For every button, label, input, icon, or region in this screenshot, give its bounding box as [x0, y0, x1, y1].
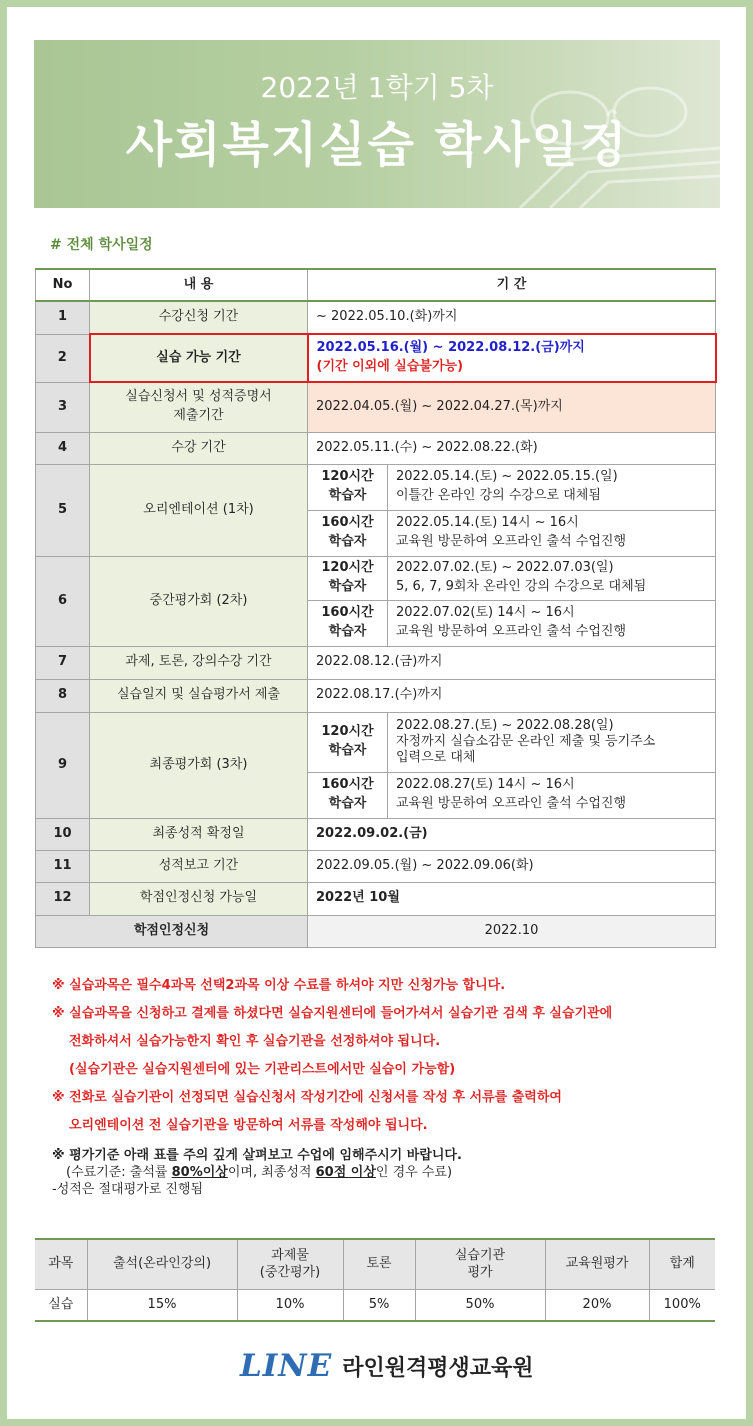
sub-period-line: 교육원 방문하여 오프라인 출석 수업진행	[396, 534, 627, 549]
row-number: 4	[36, 432, 90, 464]
header-banner	[34, 40, 720, 208]
credit-application-label: 학점인정신청	[36, 915, 308, 947]
table-row	[36, 382, 716, 432]
table-row	[36, 712, 716, 772]
row-period: ~ 2022.05.10.(화)까지	[308, 301, 716, 334]
row-number: 1	[36, 301, 90, 334]
section-title: # 전체 학사일정	[50, 237, 153, 253]
label-line: 160시간	[321, 777, 374, 793]
grade-header: 토론	[343, 1239, 415, 1289]
grade-header: 교육원평가	[545, 1239, 649, 1289]
table-row	[36, 432, 716, 464]
item-line: 제출기간	[173, 408, 224, 424]
sub-period-line: 2022.08.27(토) 14시 ~ 16시	[396, 777, 575, 793]
label-line: 학습자	[328, 796, 367, 811]
row-period: 2022.04.05.(월) ~ 2022.04.27.(목)까지	[308, 382, 716, 432]
criteria-heading: ※ 평가기준 아래 표를 주의 깊게 살펴보고 수업에 임해주시기 바랍니다.	[52, 1148, 462, 1163]
sub-period-line: 이틀간 온라인 강의 수강으로 대체됨	[396, 488, 601, 503]
criteria-text: 이며, 최종성적	[227, 1165, 316, 1180]
label-line: 120시간	[321, 560, 374, 576]
grade-header: 출석(온라인강의)	[87, 1239, 237, 1289]
table-header-row	[36, 269, 716, 301]
grade-value-row	[35, 1289, 715, 1321]
note-line: 오리엔테이션 전 실습기관을 방문하여 서류를 작성해야 됩니다.	[69, 1118, 428, 1133]
evaluation-criteria	[52, 1147, 722, 1198]
sub-period	[388, 712, 716, 772]
row-period: 2022.05.11.(수) ~ 2022.08.22.(화)	[308, 432, 716, 464]
row-number: 3	[36, 382, 90, 432]
sub-period-line: 교육원 방문하여 오프라인 출석 수업진행	[396, 796, 627, 811]
sub-period	[388, 600, 716, 646]
grade-header-row	[35, 1239, 715, 1289]
row-item: 실습일지 및 실습평가서 제출	[90, 679, 308, 712]
grade-value: 20%	[545, 1289, 649, 1321]
label-line: 120시간	[321, 469, 374, 485]
row-number: 5	[36, 464, 90, 556]
sub-period-line: 2022.08.27.(토) ~ 2022.08.28(일)	[396, 717, 614, 733]
row-item: 실습 가능 기간	[90, 334, 308, 382]
table-row	[36, 679, 716, 712]
label-line: 학습자	[328, 579, 367, 594]
row-item: 최종평가회 (3차)	[90, 712, 308, 818]
criteria-absolute: -성적은 절대평가로 진행됨	[52, 1182, 204, 1197]
sub-period	[388, 510, 716, 556]
learner-group-label	[308, 600, 388, 646]
grade-value: 5%	[343, 1289, 415, 1321]
row-period: 2022.08.12.(금)까지	[308, 646, 716, 679]
label-line: 학습자	[328, 534, 367, 549]
row-period: 2022.08.17.(수)까지	[308, 679, 716, 712]
table-row	[36, 882, 716, 915]
row-period: 2022.09.02.(금)	[308, 818, 716, 850]
row-item: 수강신청 기간	[90, 301, 308, 334]
score-threshold: 60점 이상	[315, 1165, 376, 1180]
row-item: 성적보고 기간	[90, 850, 308, 882]
row-number: 8	[36, 679, 90, 712]
label-line: 160시간	[321, 605, 374, 621]
label-line: 120시간	[321, 724, 374, 740]
header-item: 내 용	[90, 269, 308, 301]
note-line: ※ 실습과목은 필수4과목 선택2과목 이상 수료를 하셔야 지만 신청가능 합니다.	[52, 978, 506, 993]
table-row	[36, 646, 716, 679]
header-title: 사회복지실습 학사일정	[125, 117, 629, 173]
header-period: 기 간	[308, 269, 716, 301]
criteria-text: 인 경우 수료)	[375, 1165, 453, 1180]
table-row	[36, 850, 716, 882]
row-period: 2022.09.05.(월) ~ 2022.09.06(화)	[308, 850, 716, 882]
row-number: 7	[36, 646, 90, 679]
row-number: 6	[36, 556, 90, 646]
row-item: 학점인정신청 가능일	[90, 882, 308, 915]
row-number: 10	[36, 818, 90, 850]
row-item: 과제, 토론, 강의수강 기간	[90, 646, 308, 679]
credit-application-period: 2022.10	[308, 915, 716, 947]
sub-period-line: 교육원 방문하여 오프라인 출석 수업진행	[396, 624, 627, 639]
grade-value: 100%	[649, 1289, 715, 1321]
row-item	[90, 382, 308, 432]
sub-period-line: 2022.07.02(토) 14시 ~ 16시	[396, 605, 575, 621]
sub-period-line: 2022.05.14.(토) ~ 2022.05.15.(일)	[396, 469, 618, 485]
period-line: 2022.05.16.(월) ~ 2022.08.12.(금)까지	[316, 340, 585, 356]
row-item: 수강 기간	[90, 432, 308, 464]
learner-group-label	[308, 712, 388, 772]
criteria-text: (수료기준: 출석률	[66, 1165, 172, 1180]
row-number: 2	[36, 334, 90, 382]
grade-value: 50%	[415, 1289, 545, 1321]
grade-header: 합계	[649, 1239, 715, 1289]
row-number: 12	[36, 882, 90, 915]
period-note: (기간 이외에 실습불가능)	[316, 359, 464, 374]
criteria-detail	[52, 1164, 722, 1181]
header-subtitle: 2022년 1학기 5차	[260, 71, 494, 104]
learner-group-label	[308, 772, 388, 818]
header-no: No	[36, 269, 90, 301]
sub-period-line: 2022.05.14.(토) 14시 ~ 16시	[396, 515, 579, 531]
note-line: ※ 전화로 실습기관이 선정되면 실습신청서 작성기간에 신청서를 작성 후 서류를 출력하여	[52, 1090, 562, 1105]
row-number: 9	[36, 712, 90, 818]
sub-period-line: 입력으로 대체	[396, 750, 476, 766]
note-line: (실습기관은 실습지원센터에 있는 기관리스트에서만 실습이 가능함)	[69, 1062, 456, 1077]
line-logo: LINE	[240, 1348, 333, 1384]
row-number: 11	[36, 850, 90, 882]
row-period: 2022년 10월	[308, 882, 716, 915]
label-line: 학습자	[328, 743, 367, 758]
row-item: 최종성적 확정일	[90, 818, 308, 850]
row-item: 중간평가회 (2차)	[90, 556, 308, 646]
grade-value: 실습	[35, 1289, 87, 1321]
schedule-table	[35, 268, 717, 948]
learner-group-label	[308, 510, 388, 556]
sub-period	[388, 464, 716, 510]
sub-period-line: 자정까지 실습소감문 온라인 제출 및 등기주소	[396, 733, 656, 749]
item-line: 실습신청서 및 성적증명서	[125, 389, 272, 405]
attendance-threshold: 80%이상	[171, 1165, 228, 1180]
row-item: 오리엔테이션 (1차)	[90, 464, 308, 556]
learner-group-label	[308, 464, 388, 510]
table-row	[36, 334, 716, 382]
footer	[240, 1346, 534, 1386]
org-name: 라인원격평생교육원	[342, 1355, 534, 1381]
row-period	[308, 334, 716, 382]
label-line: 160시간	[321, 515, 374, 531]
notes	[52, 972, 722, 1140]
grade-value: 15%	[87, 1289, 237, 1321]
grade-header: 실습기관 평가	[415, 1239, 545, 1289]
sub-period	[388, 556, 716, 600]
label-line: 학습자	[328, 488, 367, 503]
grade-value: 10%	[237, 1289, 343, 1321]
table-row	[36, 556, 716, 600]
label-line: 학습자	[328, 624, 367, 639]
table-row	[36, 464, 716, 510]
sub-period	[388, 772, 716, 818]
table-row	[36, 301, 716, 334]
sub-period-line: 5, 6, 7, 9회차 온라인 강의 수강으로 대체됨	[396, 579, 647, 594]
note-line: ※ 실습과목을 신청하고 결제를 하셨다면 실습지원센터에 들어가셔서 실습기관 검색 후 실습기관에	[52, 1006, 613, 1021]
table-row	[36, 818, 716, 850]
table-row	[36, 915, 716, 947]
learner-group-label	[308, 556, 388, 600]
grade-header: 과제물 (중간평가)	[237, 1239, 343, 1289]
grade-header: 과목	[35, 1239, 87, 1289]
grade-table	[35, 1238, 715, 1322]
sub-period-line: 2022.07.02.(토) ~ 2022.07.03(일)	[396, 560, 614, 576]
note-line: 전화하셔서 실습가능한지 확인 후 실습기관을 선정하셔야 됩니다.	[69, 1034, 441, 1049]
